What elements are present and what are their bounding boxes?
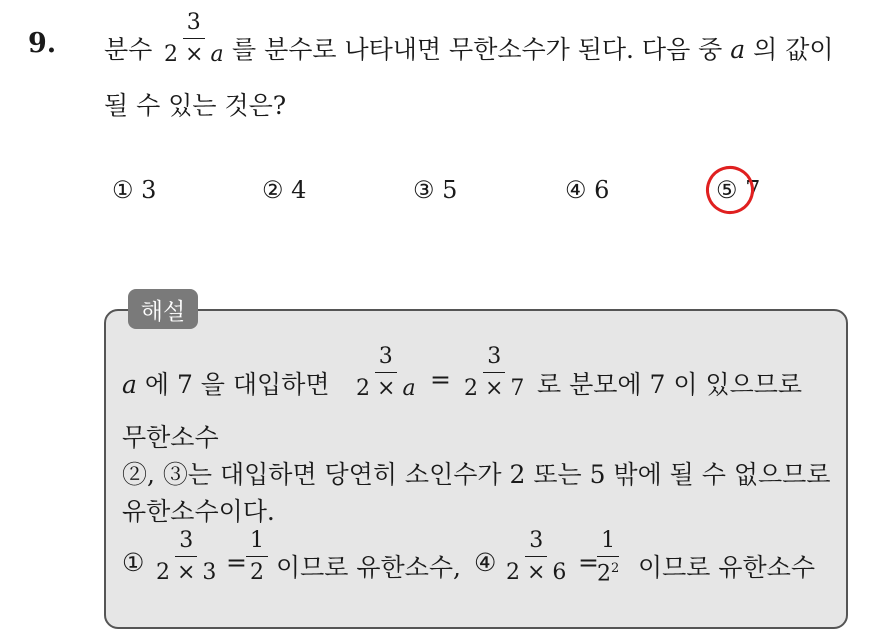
solution-fraction-5: $\frac{3}{2 \times 6}$ [506, 528, 567, 585]
solution-line5-b: 이므로 유한소수 [638, 553, 815, 582]
answer-circle-mark [700, 160, 760, 220]
solution-equals: = [430, 365, 451, 394]
solution-fraction-1: $\frac{3}{2 \times a}$ [356, 344, 416, 401]
solution-badge: 해설 [128, 289, 198, 329]
choice-1[interactable]: ① 3 [112, 176, 157, 204]
solution-line4: 유한소수이다. [122, 497, 275, 526]
solution-line5-mark4: ④ [474, 548, 497, 577]
solution-fraction-6: $\frac{1}{2^2}$ [597, 528, 620, 587]
fraction-denominator: 2 × a [164, 42, 224, 67]
solution-fraction-2: $\frac{3}{2 \times 7}$ [464, 344, 525, 401]
question-prefix: 분수 [104, 35, 153, 64]
solution-line1-a: a 에 7 을 대입하면 [122, 370, 330, 399]
solution-line1-b: 로 분모에 7 이 있으므로 [537, 370, 803, 399]
solution-equals-3: = [578, 548, 599, 577]
solution-equals-2: = [226, 548, 247, 577]
solution-line2: 무한소수 [122, 423, 219, 452]
solution-line5-mark1: ① [122, 548, 145, 577]
question-number: 9. [28, 28, 57, 59]
choice-2[interactable]: ② 4 [262, 176, 307, 204]
solution-line5-a: 이므로 유한소수, [276, 553, 461, 582]
question-line2: 될 수 있는 것은? [104, 91, 287, 120]
choice-3[interactable]: ③ 5 [413, 176, 458, 204]
question-text: 를 분수로 나타내면 무한소수가 된다. 다음 중 a 의 값이 [232, 35, 834, 64]
fraction-numerator: 3 [183, 12, 205, 39]
solution-line3: ②, ③는 대입하면 당연히 소인수가 2 또는 5 밖에 될 수 없으므로 [122, 460, 831, 489]
solution-fraction-3: $\frac{3}{2 \times 3}$ [156, 528, 217, 585]
choice-5[interactable]: ⑤ 7 [716, 176, 761, 204]
question-fraction [164, 12, 224, 66]
choice-4[interactable]: ④ 6 [565, 176, 610, 204]
solution-fraction-4: $\frac{1}{2}$ [246, 530, 268, 584]
